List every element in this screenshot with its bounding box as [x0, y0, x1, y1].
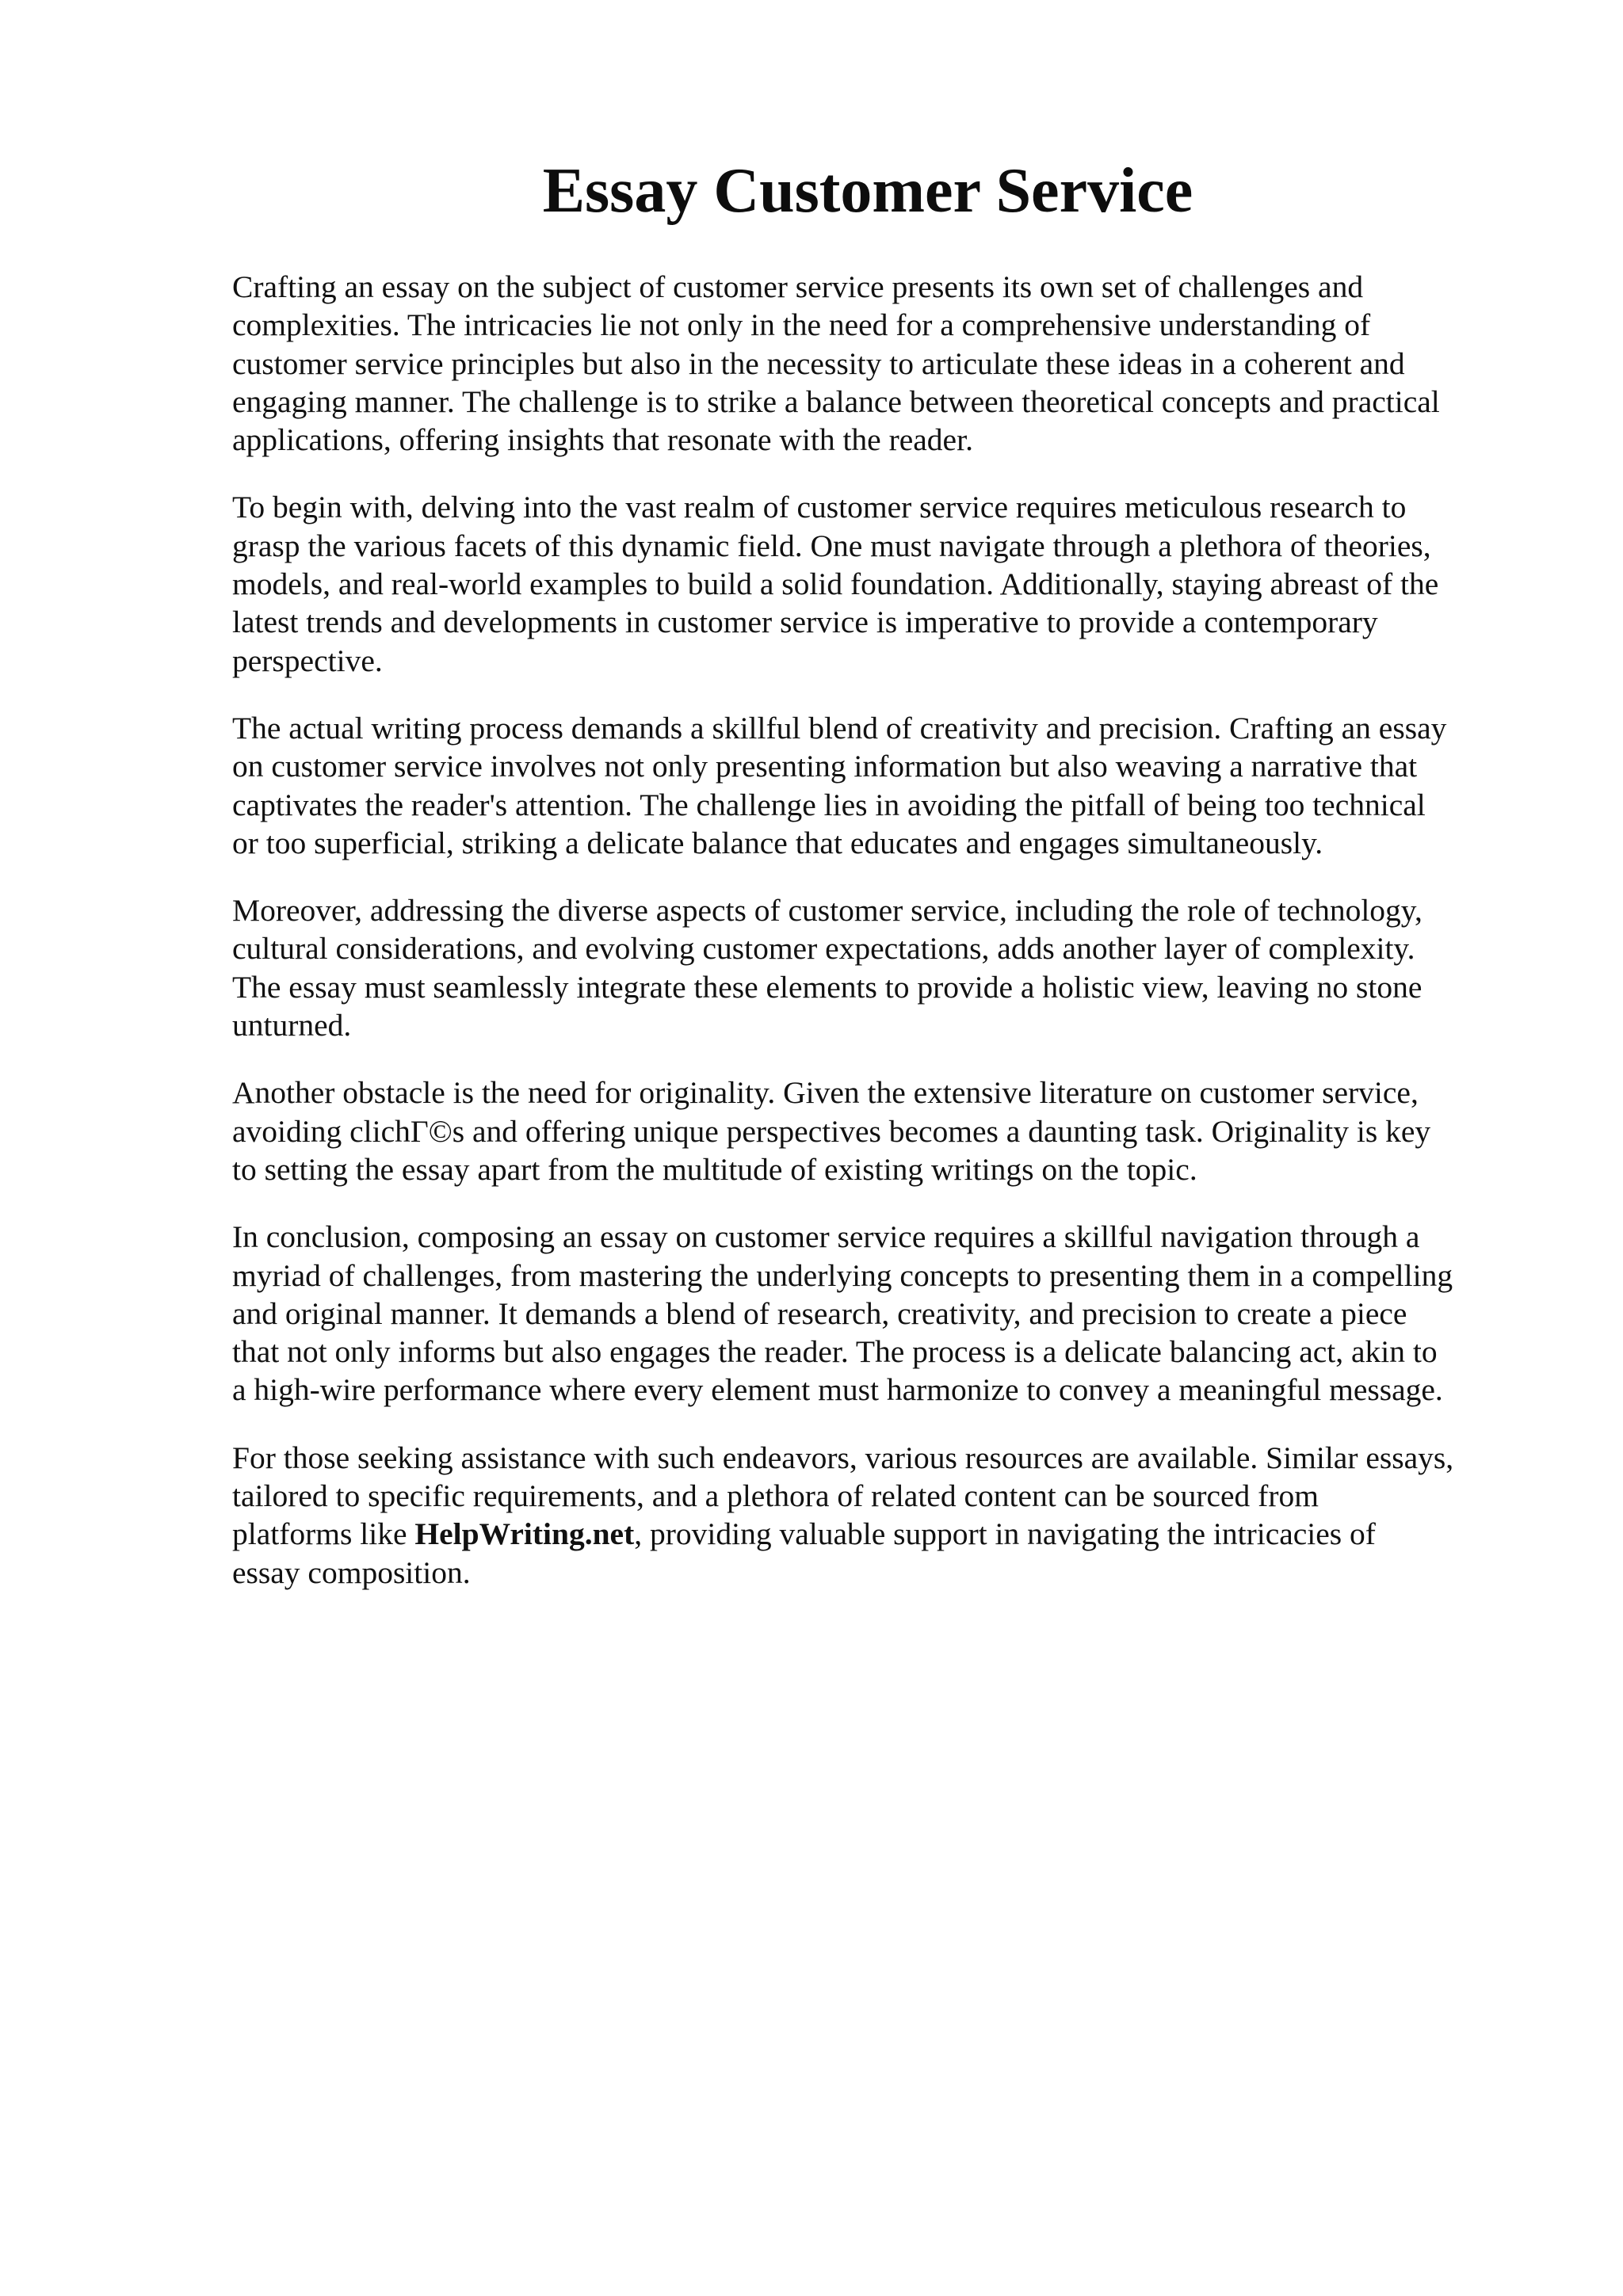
helpwriting-link[interactable]: HelpWriting.net	[414, 1516, 635, 1552]
text-line: For those seeking assistance with such endeavors, various resources are available. Similar essays,	[232, 1440, 1454, 1475]
text-line: Moreover, addressing the diverse aspects of customer service, including the role of technology,	[232, 893, 1423, 929]
paragraph-3	[232, 709, 1532, 862]
text-line: and original manner. It demands a blend of research, creativity, and precision to create a piece	[232, 1295, 1407, 1331]
text-line: a high-wire performance where every element must harmonize to convey a meaningful message.	[232, 1372, 1443, 1408]
text-line: models, and real-world examples to build a solid foundation. Additionally, staying abreast of the	[232, 566, 1439, 602]
text-line: Another obstacle is the need for originality. Given the extensive literature on customer service,	[232, 1075, 1419, 1111]
text-line: perspective.	[232, 643, 383, 678]
paragraph-1	[232, 268, 1532, 459]
text-line: to setting the essay apart from the multitude of existing writings on the topic.	[232, 1151, 1197, 1187]
paragraph-7	[232, 1439, 1532, 1592]
text-line: cultural considerations, and evolving customer expectations, adds another layer of complexity.	[232, 931, 1415, 967]
paragraph-2	[232, 488, 1532, 679]
text-line: Crafting an essay on the subject of customer service presents its own set of challenges and	[232, 269, 1364, 304]
text-line: on customer service involves not only presenting information but also weaving a narrative that	[232, 749, 1418, 784]
paragraph-6	[232, 1218, 1532, 1409]
text-line: To begin with, delving into the vast realm of customer service requires meticulous research to	[232, 490, 1407, 525]
text-line: essay composition.	[232, 1554, 471, 1590]
text-line: In conclusion, composing an essay on customer service requires a skillful navigation through a	[232, 1219, 1420, 1255]
text-line: complexities. The intricacies lie not only in the need for a comprehensive understanding of	[232, 307, 1371, 343]
text-line: customer service principles but also in the necessity to articulate these ideas in a coherent and	[232, 345, 1405, 381]
text-line: applications, offering insights that resonate with the reader.	[232, 422, 973, 458]
paragraph-5	[232, 1074, 1532, 1188]
link-line	[232, 1515, 1532, 1553]
text-line: The actual writing process demands a skillful blend of creativity and precision. Crafting an essay	[232, 710, 1447, 746]
text-line: that not only informs but also engages the reader. The process is a delicate balancing act, akin to	[232, 1334, 1438, 1370]
text-line: latest trends and developments in customer service is imperative to provide a contemporary	[232, 605, 1378, 640]
text-line: grasp the various facets of this dynamic field. One must navigate through a plethora of theories,	[232, 528, 1431, 563]
paragraph-4	[232, 891, 1532, 1044]
text-fragment: , providing valuable support in navigating the intricacies of	[634, 1516, 1376, 1552]
text-line: or too superficial, striking a delicate balance that educates and engages simultaneously.	[232, 825, 1323, 860]
text-line: unturned.	[232, 1008, 352, 1043]
text-line: engaging manner. The challenge is to strike a balance between theoretical concepts and practical	[232, 383, 1440, 419]
essay-body	[232, 268, 1532, 1621]
text-line: myriad of challenges, from mastering the underlying concepts to presenting them in a compelling	[232, 1257, 1453, 1293]
page-title: Essay Customer Service	[542, 156, 1193, 226]
text-line: captivates the reader's attention. The challenge lies in avoiding the pitfall of being too technical	[232, 787, 1426, 822]
text-fragment: platforms like	[232, 1516, 415, 1552]
text-line: tailored to specific requirements, and a plethora of related content can be sourced from	[232, 1478, 1319, 1514]
text-line: avoiding clichГ©s and offering unique perspectives becomes a daunting task. Originality is key	[232, 1113, 1431, 1149]
text-line: The essay must seamlessly integrate these elements to provide a holistic view, leaving no stone	[232, 969, 1423, 1005]
